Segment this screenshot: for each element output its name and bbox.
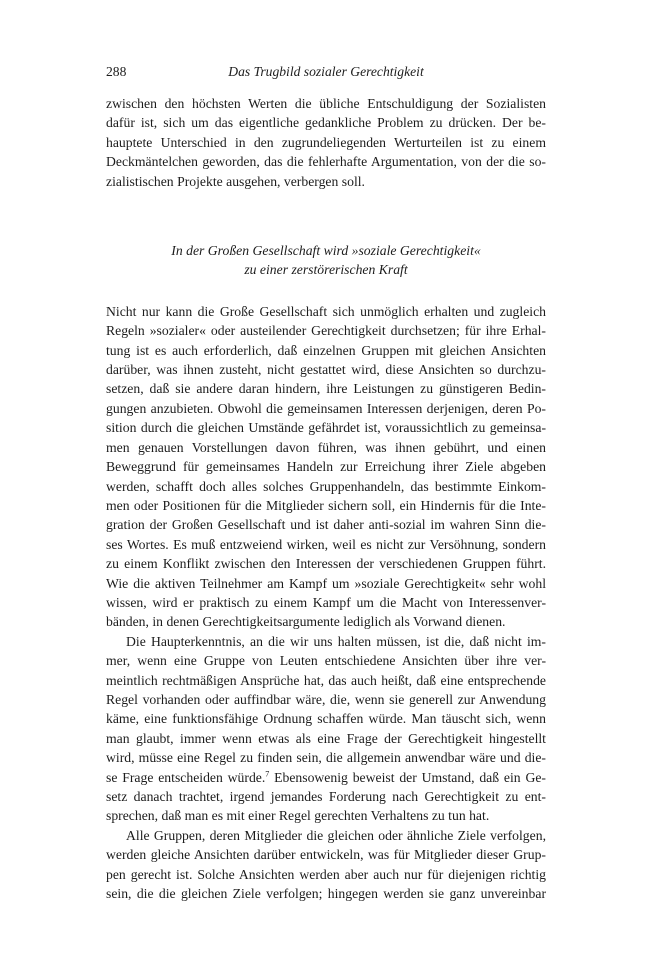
text-line: Wie die aktiven Teilnehmer am Kampf um »soziale Gerechtigkeit« sehr wohl bbox=[106, 575, 546, 591]
paragraph bbox=[106, 826, 546, 904]
text-line: werden, schafft doch alles solches Gruppenhandeln, das bestimmte Einkom- bbox=[106, 478, 546, 494]
book-page bbox=[106, 62, 546, 903]
text-line: Nicht nur kann die Große Gesellschaft sich unmöglich erhalten und zugleich bbox=[106, 303, 546, 319]
body-text bbox=[106, 94, 546, 903]
text-line: zwischen den höchsten Werten die übliche Entschuldigung der Sozialisten bbox=[106, 96, 546, 111]
text-line: zialistischen Projekte ausgehen, verbergen soll. bbox=[106, 173, 365, 189]
text-line: Alle Gruppen, deren Mitglieder die gleichen oder ähnliche Ziele verfolgen, bbox=[126, 827, 546, 843]
text-line: käme, eine funktionsfähige Ordnung schaffen würde. Man täuscht sich, wenn bbox=[106, 711, 546, 727]
text-line: Beweggrund für gemeinsames Handeln zur Erreichung ihrer Ziele abgeben bbox=[106, 459, 546, 475]
text-line: men genauen Vorstellungen davon führen, was ihnen gebührt, und einen bbox=[106, 439, 546, 455]
text-line: man glaubt, immer wenn etwas als eine Frage der Gerechtigkeit hingestellt bbox=[106, 730, 546, 746]
text-line: wird, müsse eine Regel zu finden sein, die allgemein anwendbar wäre und die- bbox=[106, 750, 546, 766]
text-line: gungen anzubieten. Obwohl die gemeinsamen Interessen derjenigen, deren Po- bbox=[106, 400, 546, 416]
text-line: werden gleiche Ansichten darüber entwickeln, was für Mitglieder dieser Grup- bbox=[106, 847, 546, 863]
paragraph bbox=[106, 632, 546, 826]
text-line: men oder Positionen für die Mitglieder sichern soll, ein Hindernis für die Inte- bbox=[106, 497, 546, 513]
text-line: setzen, daß sie andere daran hindern, ihre Leistungen zu günstigeren Bedin- bbox=[106, 381, 546, 397]
footnote-marker: 7 bbox=[265, 769, 270, 779]
section-heading-line: zu einer zerstörerischen Kraft bbox=[244, 262, 408, 278]
text-line: sprechen, daß man es mit einer Regel gerechten Verhaltens zu tun hat. bbox=[106, 808, 490, 824]
text-segment: Ebensowenig beweist der Umstand, daß ein Ge- bbox=[269, 769, 546, 785]
running-title: Das Trugbild sozialer Gerechtigkeit bbox=[228, 64, 424, 79]
text-line: bänden, in denen Gerechtigkeitsargumente lediglich als Vorwand dienen. bbox=[106, 614, 506, 630]
text-line: Die Haupterkenntnis, an die wir uns halten müssen, ist die, daß nicht im- bbox=[126, 633, 546, 649]
section-heading-line: In der Großen Gesellschaft wird »soziale Gerechtigkeit« bbox=[171, 243, 481, 259]
text-line: Deckmäntelchen geworden, das die fehlerhafte Argumentation, von der die so- bbox=[106, 154, 546, 170]
text-line: hauptete Unterschied in den zugrundeliegenden Werturteilen ist zu einem bbox=[106, 134, 546, 150]
text-line bbox=[106, 768, 546, 787]
text-line: wissen, wird er praktisch zu einem Kampf um die Macht von Interessenver- bbox=[106, 594, 546, 610]
text-line: setz danach trachtet, irgend jemandes Forderung nach Gerechtigkeit zu ent- bbox=[106, 789, 546, 804]
text-line: Regeln »sozialer« oder austeilender Gerechtigkeit durchsetzen; für ihre Erhal- bbox=[106, 323, 546, 339]
text-line: ses Wortes. Es muß entzweiend wirken, weil es nicht zur Versöhnung, sondern bbox=[106, 536, 546, 552]
text-line: sein, die die gleichen Ziele verfolgen; hingegen werden sie ganz unvereinbar bbox=[106, 886, 546, 902]
text-line: zu einem Konflikt zwischen den Interessen der verschiedenen Gruppen führt. bbox=[106, 556, 546, 572]
section-heading bbox=[106, 241, 546, 280]
text-line: sition durch die gleichen Umstände gefährdet ist, voraussichtlich zu gemeinsa- bbox=[106, 420, 546, 436]
text-line: mer, wenn eine Gruppe von Leuten entschiedene Ansichten über ihre ver- bbox=[106, 653, 546, 669]
text-line: pen gerecht ist. Solche Ansichten werden aber auch nur für diejenigen richtig bbox=[106, 866, 546, 882]
page-number: 288 bbox=[106, 64, 127, 79]
paragraph bbox=[106, 302, 546, 632]
text-segment: se Frage entscheiden würde. bbox=[106, 769, 266, 785]
text-line: meintlich rechtmäßigen Ansprüche hat, das auch heißt, daß eine entsprechende bbox=[106, 672, 546, 688]
text-line: dafür ist, sich um das eigentliche gedankliche Problem zu drücken. Der be- bbox=[106, 115, 546, 131]
text-line: darüber, was ihnen zusteht, nicht gestattet wird, diese Ansichten so durchzu- bbox=[106, 362, 546, 378]
running-head bbox=[106, 62, 546, 82]
text-line: gration der Großen Gesellschaft und ist daher anti-sozial im wahren Sinn die- bbox=[106, 517, 546, 533]
text-line: Regel vorhanden oder auffindbar wäre, die, wenn sie generell zur Anwendung bbox=[106, 691, 546, 707]
paragraph-continuation bbox=[106, 94, 546, 191]
text-line: tung ist es auch erforderlich, daß einzelnen Gruppen mit gleichen Ansichten bbox=[106, 342, 546, 358]
